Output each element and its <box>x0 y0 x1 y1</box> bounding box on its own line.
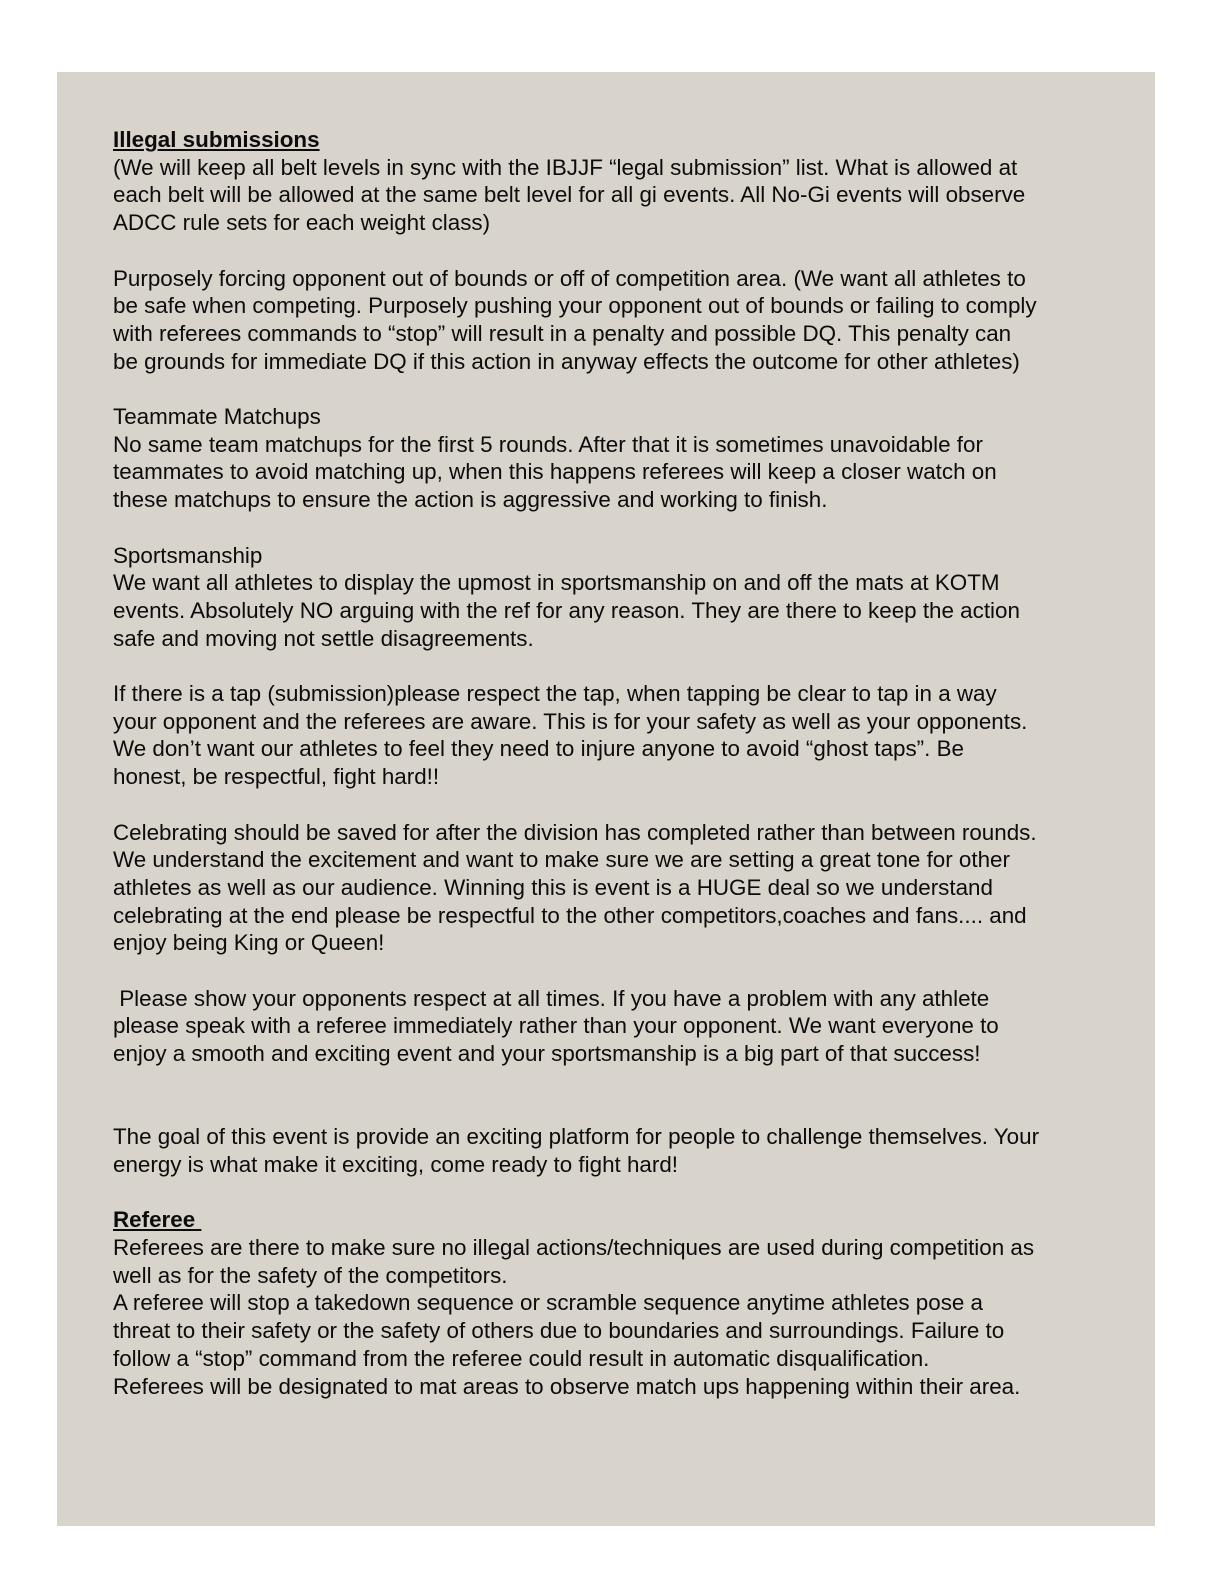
text-line: please speak with a referee immediately rather than your opponent. We want everyone to <box>113 1013 999 1039</box>
text-line: follow a “stop” command from the referee could result in automatic disqualification. <box>113 1345 930 1371</box>
text-line: well as for the safety of the competitors. <box>113 1262 508 1288</box>
text-line: these matchups to ensure the action is aggressive and working to finish. <box>113 487 828 513</box>
text-line: Purposely forcing opponent out of bounds or off of competition area. (We want all athletes to <box>113 265 1026 291</box>
text-line: athletes as well as our audience. Winning this is event is a HUGE deal so we understand <box>113 874 993 900</box>
text-line: each belt will be allowed at the same belt level for all gi events. All No-Gi events will observe <box>113 182 1026 208</box>
text-line: safe and moving not settle disagreements. <box>113 625 534 651</box>
text-line: enjoy a smooth and exciting event and your sportsmanship is a big part of that success! <box>113 1041 981 1067</box>
text-line: A referee will stop a takedown sequence or scramble sequence anytime athletes pose a <box>113 1290 984 1316</box>
section-out-of-bounds <box>113 265 1113 376</box>
section-illegal-submissions <box>113 126 1113 237</box>
text-line: We don’t want our athletes to feel they need to injure anyone to avoid “ghost taps”. Be <box>113 736 964 762</box>
section-celebrating <box>113 819 1113 958</box>
text-line: ADCC rule sets for each weight class) <box>113 210 491 236</box>
text-line: events. Absolutely NO arguing with the ref for any reason. They are there to keep the action <box>113 597 1020 623</box>
text-line: Celebrating should be saved for after the division has completed rather than between rounds. <box>113 819 1037 845</box>
document-body <box>113 126 1113 1400</box>
text-line: your opponent and the referees are aware. This is for your safety as well as your opponents. <box>113 708 1028 734</box>
section-referee <box>113 1206 1113 1400</box>
text-line: teammates to avoid matching up, when this happens referees will keep a closer watch on <box>113 459 997 485</box>
text-line: We understand the excitement and want to make sure we are setting a great tone for other <box>113 847 1010 873</box>
text-line: be safe when competing. Purposely pushing your opponent out of bounds or failing to comply <box>113 293 1037 319</box>
text-line: celebrating at the end please be respectful to the other competitors,coaches and fans.... and <box>113 902 1027 928</box>
text-line: threat to their safety or the safety of others due to boundaries and surroundings. Failure to <box>113 1318 1005 1344</box>
heading-teammate-matchups: Teammate Matchups <box>113 404 321 429</box>
text-line: honest, be respectful, fight hard!! <box>113 764 440 790</box>
heading-illegal-submissions: Illegal submissions <box>113 127 320 152</box>
text-line: The goal of this event is provide an exciting platform for people to challenge themselves. Your <box>113 1124 1040 1150</box>
heading-referee: Referee <box>113 1207 202 1233</box>
heading-sportsmanship: Sportsmanship <box>113 542 263 568</box>
text-line: (We will keep all belt levels in sync with the IBJJF “legal submission” list. What is allowed at <box>113 154 1018 180</box>
text-line: enjoy being King or Queen! <box>113 930 385 956</box>
text-line: energy is what make it exciting, come ready to fight hard! <box>113 1151 679 1177</box>
text-line: If there is a tap (submission)please respect the tap, when tapping be clear to tap in a way <box>113 681 997 706</box>
text-line: Referees will be designated to mat areas to observe match ups happening within their area. <box>113 1373 1021 1399</box>
section-sportsmanship <box>113 542 1113 653</box>
text-line: with referees commands to “stop” will result in a penalty and possible DQ. This penalty can <box>113 320 1012 346</box>
text-line: be grounds for immediate DQ if this action in anyway effects the outcome for other athletes) <box>113 348 1020 374</box>
section-tap <box>113 680 1113 791</box>
text-line: No same team matchups for the first 5 rounds. After that it is sometimes unavoidable for <box>113 431 983 457</box>
section-respect <box>113 985 1113 1068</box>
section-goal <box>113 1123 1113 1178</box>
text-line: Referees are there to make sure no illegal actions/techniques are used during competition as <box>113 1235 1035 1260</box>
text-line: We want all athletes to display the upmost in sportsmanship on and off the mats at KOTM <box>113 570 1000 596</box>
text-line: Please show your opponents respect at all times. If you have a problem with any athlete <box>113 985 990 1011</box>
section-teammate-matchups <box>113 403 1113 514</box>
